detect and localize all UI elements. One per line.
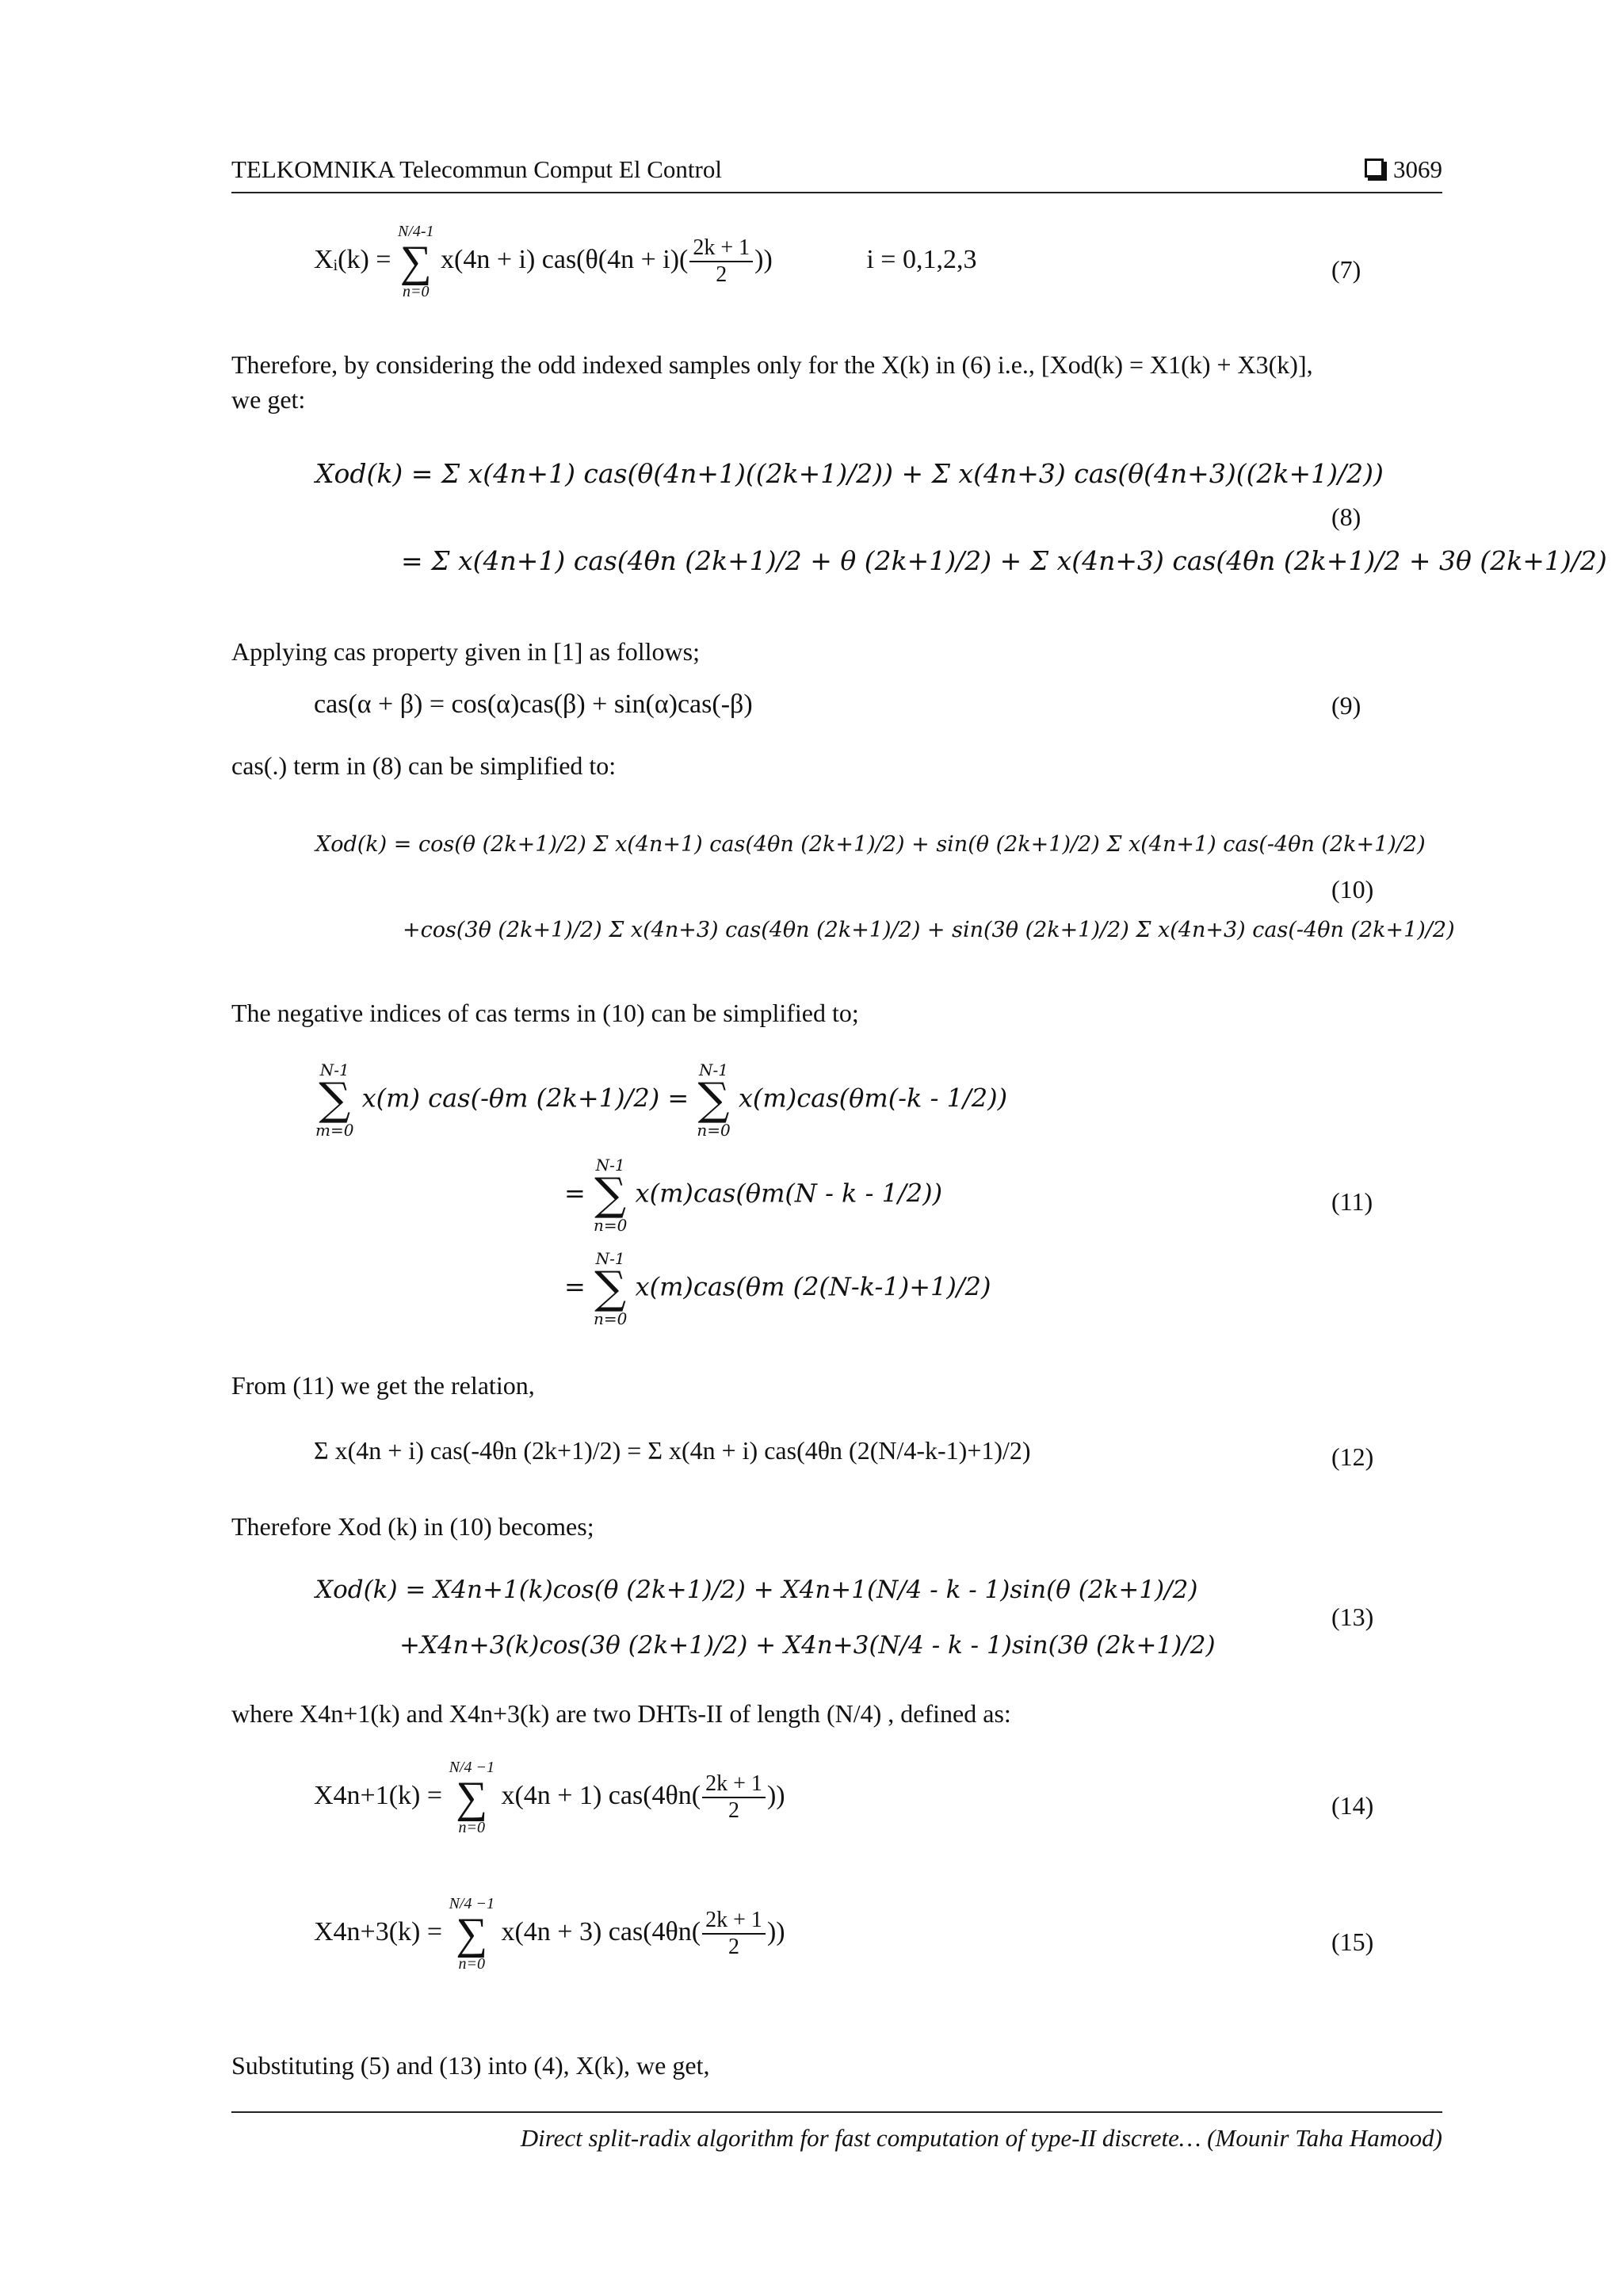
equation-number: (7) (1331, 255, 1361, 284)
fraction-denominator: 2 (728, 1935, 740, 1959)
paragraph (231, 748, 1442, 783)
equation-number: (12) (1331, 1442, 1374, 1471)
text-line: Applying cas property given in [1] as follows; (231, 637, 700, 666)
sum-lower-limit: n=0 (697, 1121, 731, 1140)
equation-14-lhs: X4n+1(k) = (314, 1780, 443, 1810)
equation-7-term: x(4n + i) cas(θ(4n + i)( (441, 244, 689, 274)
closing-parens: )) (766, 1916, 785, 1946)
page-header (231, 155, 1442, 193)
journal-title: TELKOMNIKA Telecommun Comput El Control (231, 155, 722, 183)
sigma-icon: ∑ (456, 1773, 488, 1822)
fraction-denominator: 2 (716, 262, 727, 287)
summation (398, 223, 434, 300)
sum-lower-limit: n=0 (593, 1216, 628, 1235)
text-line: Substituting (5) and (13) into (4), X(k), we get, (231, 2051, 710, 2080)
sum-upper-limit: N/4 −1 (449, 1895, 495, 1912)
fraction (689, 235, 753, 288)
sigma-icon: ∑ (399, 237, 432, 286)
sigma-icon: ∑ (594, 1169, 627, 1221)
sum-upper-limit: N-1 (595, 1249, 625, 1268)
equation-12 (0, 1419, 1623, 1498)
fraction-numerator: 2k + 1 (702, 1908, 766, 1935)
sum-upper-limit: N-1 (319, 1060, 349, 1079)
paragraph (231, 1368, 1442, 1403)
closing-parens: )) (766, 1780, 785, 1810)
page-footer (231, 2111, 1442, 2153)
sum-upper-limit: N-1 (595, 1156, 625, 1175)
fraction (702, 1771, 766, 1824)
sum-upper-limit: N/4 −1 (449, 1759, 495, 1776)
equation-8-line-2: = Σ x(4n+1) cas(4θn (2k+1)/2 + θ (2k+1)/2) + Σ x(4n+3) cas(4θn (2k+1)/2 + 3θ (2k+1)/2) (401, 545, 1607, 576)
summation (449, 1759, 495, 1836)
equation-11-rhs-1: x(m)cas(θm(-k - 1/2)) (738, 1083, 1008, 1114)
fraction (702, 1908, 766, 1960)
equation-8 (0, 434, 1623, 617)
text-line: From (11) we get the relation, (231, 1371, 535, 1400)
sigma-icon: ∑ (697, 1074, 730, 1125)
fraction-numerator: 2k + 1 (689, 235, 753, 262)
summation (594, 1251, 627, 1327)
text-line: where X4n+1(k) and X4n+3(k) are two DHTs-II of length (N/4) , defined as: (231, 1699, 1011, 1728)
equation-14-body (314, 1759, 785, 1836)
equation-number: (11) (1331, 1187, 1373, 1216)
equation-11-line-2 (564, 1157, 942, 1233)
paragraph (231, 1509, 1442, 1544)
equation-15-body (314, 1896, 785, 1972)
fraction-denominator: 2 (728, 1798, 740, 1823)
equation-11 (0, 1056, 1623, 1357)
fraction-numerator: 2k + 1 (702, 1771, 766, 1798)
equation-number: (15) (1331, 1927, 1374, 1956)
text-line: cas(.) term in (8) can be simplified to: (231, 751, 617, 780)
summation (697, 1062, 730, 1138)
equation-11-rhs-3: x(m)cas(θm (2(N-k-1)+1)/2) (635, 1271, 991, 1302)
text-line: we get: (231, 385, 306, 414)
sum-lower-limit: n=0 (458, 1955, 486, 1973)
equation-15-lhs: X4n+3(k) = (314, 1916, 443, 1946)
equals-sign: = (564, 1178, 586, 1209)
paragraph (231, 634, 1442, 669)
equation-9 (0, 690, 1623, 729)
equation-7-condition: i = 0,1,2,3 (866, 244, 977, 274)
equation-11-lhs: x(m) cas(-θm (2k+1)/2) = (361, 1083, 689, 1114)
sigma-icon: ∑ (319, 1074, 351, 1125)
equation-15-term: x(4n + 3) cas(4θn( (501, 1916, 701, 1946)
equation-7 (0, 223, 1623, 311)
sum-upper-limit: N/4-1 (397, 223, 434, 240)
text-line: The negative indices of cas terms in (10) can be simplified to; (231, 999, 859, 1027)
equation-12-body: Σ x(4n + i) cas(-4θn (2k+1)/2) = Σ x(4n + i) cas(4θn (2(N/4-k-1)+1)/2) (314, 1436, 1031, 1465)
equals-sign: = (564, 1271, 586, 1302)
equation-13-line-1: Xod(k) = X4n+1(k)cos(θ (2k+1)/2) + X4n+1(N/4 - k - 1)sin(θ (2k+1)/2) (315, 1576, 1198, 1604)
equation-10 (0, 808, 1623, 975)
equation-8-line-1: Xod(k) = Σ x(4n+1) cas(θ(4n+1)((2k+1)/2)) + Σ x(4n+3) cas(θ(4n+3)((2k+1)/2)) (315, 458, 1384, 489)
sum-lower-limit: n=0 (458, 1819, 486, 1836)
paragraph (231, 2048, 1442, 2083)
closing-parens: )) (754, 244, 773, 274)
sum-lower-limit: n=0 (402, 283, 430, 300)
equation-number: (8) (1331, 502, 1361, 531)
paragraph (231, 1696, 1442, 1731)
text-line: Therefore Xod (k) in (10) becomes; (231, 1512, 594, 1541)
equation-15 (0, 1888, 1623, 2015)
equation-7-body (314, 223, 976, 300)
paragraph (231, 995, 1442, 1030)
text-line: Therefore, by considering the odd indexed samples only for the X(k) in (6) i.e., [Xod(k) = X1(k) + X3(k)], (231, 350, 1313, 379)
equation-13 (0, 1569, 1623, 1680)
equation-11-line-3 (564, 1251, 991, 1327)
equation-10-line-2: +cos(3θ (2k+1)/2) Σ x(4n+3) cas(4θn (2k+1)/2) + sin(3θ (2k+1)/2) Σ x(4n+3) cas(-4θn (2k+1)/2) (403, 918, 1455, 942)
sum-upper-limit: N-1 (699, 1060, 728, 1079)
equation-number: (9) (1331, 691, 1361, 720)
equation-11-line-1 (315, 1062, 1007, 1138)
square-icon (1365, 159, 1384, 178)
sum-lower-limit: n=0 (593, 1309, 628, 1328)
equation-13-line-2: +X4n+3(k)cos(3θ (2k+1)/2) + X4n+3(N/4 - k - 1)sin(3θ (2k+1)/2) (399, 1631, 1216, 1660)
page-number: 3069 (1393, 155, 1442, 183)
summation (594, 1157, 627, 1233)
footer-citation: Direct split-radix algorithm for fast computation of type-II discrete… (Mounir Taha Hamood) (520, 2124, 1442, 2152)
equation-10-line-1: Xod(k) = cos(θ (2k+1)/2) Σ x(4n+1) cas(4θn (2k+1)/2) + sin(θ (2k+1)/2) Σ x(4n+1) cas(-4θn (2k+1)/2) (315, 832, 1426, 857)
equation-14 (0, 1752, 1623, 1878)
sum-lower-limit: m=0 (315, 1121, 354, 1140)
equation-11-rhs-2: x(m)cas(θm(N - k - 1/2)) (635, 1178, 943, 1209)
equation-number: (10) (1331, 875, 1374, 904)
sigma-icon: ∑ (594, 1263, 627, 1314)
sigma-icon: ∑ (456, 1909, 488, 1958)
equation-14-term: x(4n + 1) cas(4θn( (501, 1780, 701, 1810)
paragraph (231, 347, 1442, 417)
summation (449, 1896, 495, 1972)
equation-number: (13) (1331, 1603, 1374, 1631)
equation-number: (14) (1331, 1791, 1374, 1820)
equation-9-body: cas(α + β) = cos(α)cas(β) + sin(α)cas(-β) (314, 690, 753, 719)
summation (315, 1062, 353, 1138)
equation-7-lhs: Xᵢ(k) = (314, 244, 391, 274)
